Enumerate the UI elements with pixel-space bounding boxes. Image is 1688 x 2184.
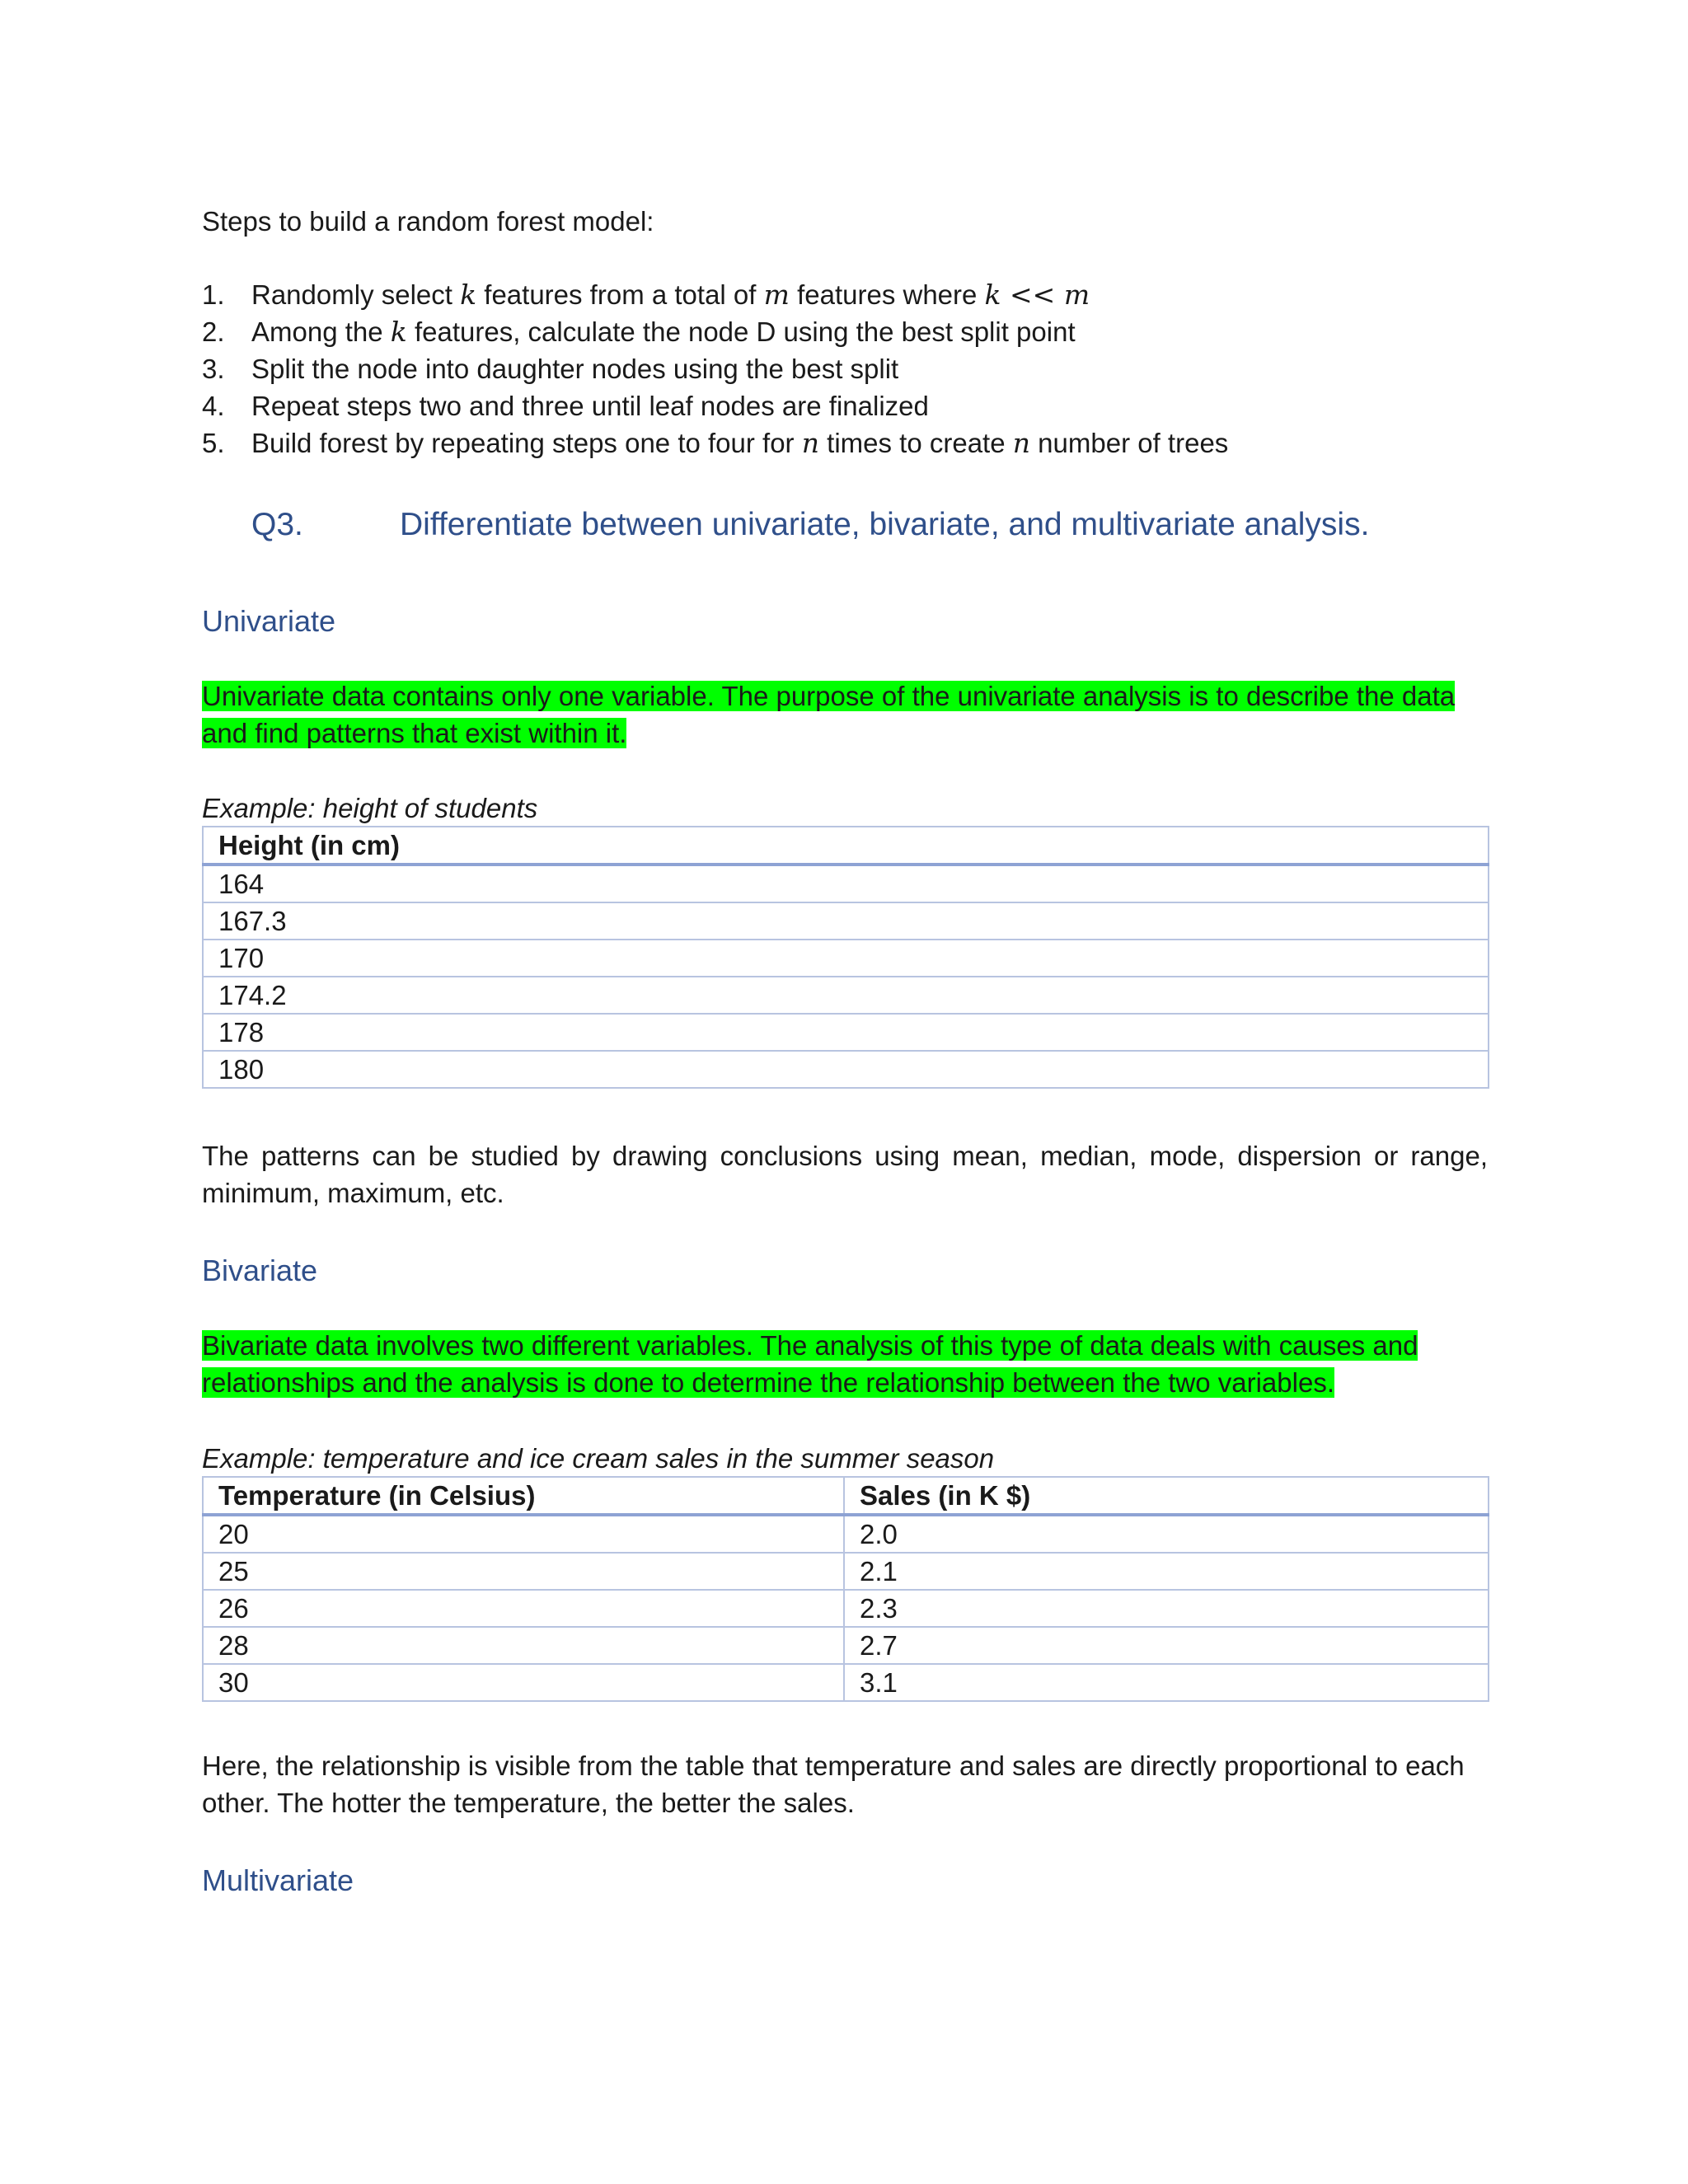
table-header-row <box>203 1477 1489 1515</box>
univariate-example-caption: Example: height of students <box>202 793 538 823</box>
table-cell: 28 <box>203 1627 844 1664</box>
highlight-line: relationships and the analysis is done to determine the relationship between the two variables. <box>202 1367 1334 1398</box>
table-cell: 2.3 <box>844 1590 1489 1627</box>
table-header-row <box>203 827 1489 865</box>
bivariate-example-caption: Example: temperature and ice cream sales in the summer season <box>202 1443 995 1474</box>
table-cell: 167.3 <box>203 902 1489 940</box>
step-number: 4. <box>202 391 225 421</box>
step-5: 5. Build forest by repeating steps one to four for n times to create n number of trees <box>202 424 1504 462</box>
table-cell: 174.2 <box>203 977 1489 1014</box>
step-3: 3. Split the node into daughter nodes using the best split <box>202 350 1504 387</box>
math-n: n <box>1012 427 1031 459</box>
table-row <box>203 1014 1489 1051</box>
math-m: m <box>763 279 790 311</box>
step-number: 1. <box>202 279 225 310</box>
multivariate-heading: Multivariate <box>202 1863 354 1897</box>
random-forest-steps <box>202 276 1504 462</box>
univariate-paragraph: The patterns can be studied by drawing conclusions using mean, median, mode, dispersion or range, minimum, maximum, etc. <box>202 1141 1488 1208</box>
highlight-line: and find patterns that exist within it. <box>202 718 627 748</box>
table-row <box>203 1515 1489 1553</box>
table-cell: 2.0 <box>844 1515 1489 1553</box>
step-1: 1. Randomly select k features from a total of m features where k << m <box>202 276 1504 313</box>
table-row <box>203 865 1489 902</box>
table-cell: 3.1 <box>844 1664 1489 1701</box>
step-2: 2. Among the k features, calculate the node D using the best split point <box>202 313 1504 350</box>
table-cell: 30 <box>203 1664 844 1701</box>
univariate-heading: Univariate <box>202 604 336 638</box>
table-cell: 26 <box>203 1590 844 1627</box>
table-cell: 2.1 <box>844 1553 1489 1590</box>
table-cell: 20 <box>203 1515 844 1553</box>
step-number: 5. <box>202 428 225 458</box>
column-header: Sales (in K $) <box>844 1477 1489 1515</box>
table-cell: 25 <box>203 1553 844 1590</box>
bivariate-heading: Bivariate <box>202 1254 318 1287</box>
question-number: Q3. <box>251 507 303 542</box>
table-cell: 180 <box>203 1051 1489 1088</box>
table-row <box>203 1590 1489 1627</box>
table-cell: 164 <box>203 865 1489 902</box>
step-number: 3. <box>202 354 225 384</box>
bivariate-paragraph: Here, the relationship is visible from the table that temperature and sales are directly proportional to each other. The hotter the temperature, the better the sales. <box>202 1750 1465 1818</box>
math-much-less: << <box>1001 279 1064 311</box>
table-row <box>203 977 1489 1014</box>
table-cell: 2.7 <box>844 1627 1489 1664</box>
table-row <box>203 902 1489 940</box>
highlight-line: Univariate data contains only one variable. The purpose of the univariate analysis is to describe the data <box>202 681 1456 711</box>
intro-text: Steps to build a random forest model: <box>202 206 654 237</box>
math-k: k <box>460 279 477 311</box>
table-row <box>203 1051 1489 1088</box>
math-k: k <box>984 279 1001 311</box>
math-m: m <box>1063 279 1090 311</box>
column-header: Height (in cm) <box>203 827 1489 865</box>
table-cell: 178 <box>203 1014 1489 1051</box>
math-n: n <box>801 427 819 459</box>
table-row <box>203 1553 1489 1590</box>
univariate-definition <box>202 677 1488 752</box>
column-header: Temperature (in Celsius) <box>203 1477 844 1515</box>
table-row <box>203 1627 1489 1664</box>
height-table <box>202 826 1489 1089</box>
step-4: 4. Repeat steps two and three until leaf nodes are finalized <box>202 387 1504 424</box>
table-row <box>203 940 1489 977</box>
bivariate-definition <box>202 1327 1488 1401</box>
temperature-sales-table <box>202 1476 1489 1702</box>
table-cell: 170 <box>203 940 1489 977</box>
question-title: Differentiate between univariate, bivariate, and multivariate analysis. <box>400 507 1370 542</box>
table-row <box>203 1664 1489 1701</box>
highlight-line: Bivariate data involves two different variables. The analysis of this type of data deals with causes and <box>202 1330 1418 1361</box>
math-k: k <box>390 316 407 348</box>
step-number: 2. <box>202 316 225 347</box>
